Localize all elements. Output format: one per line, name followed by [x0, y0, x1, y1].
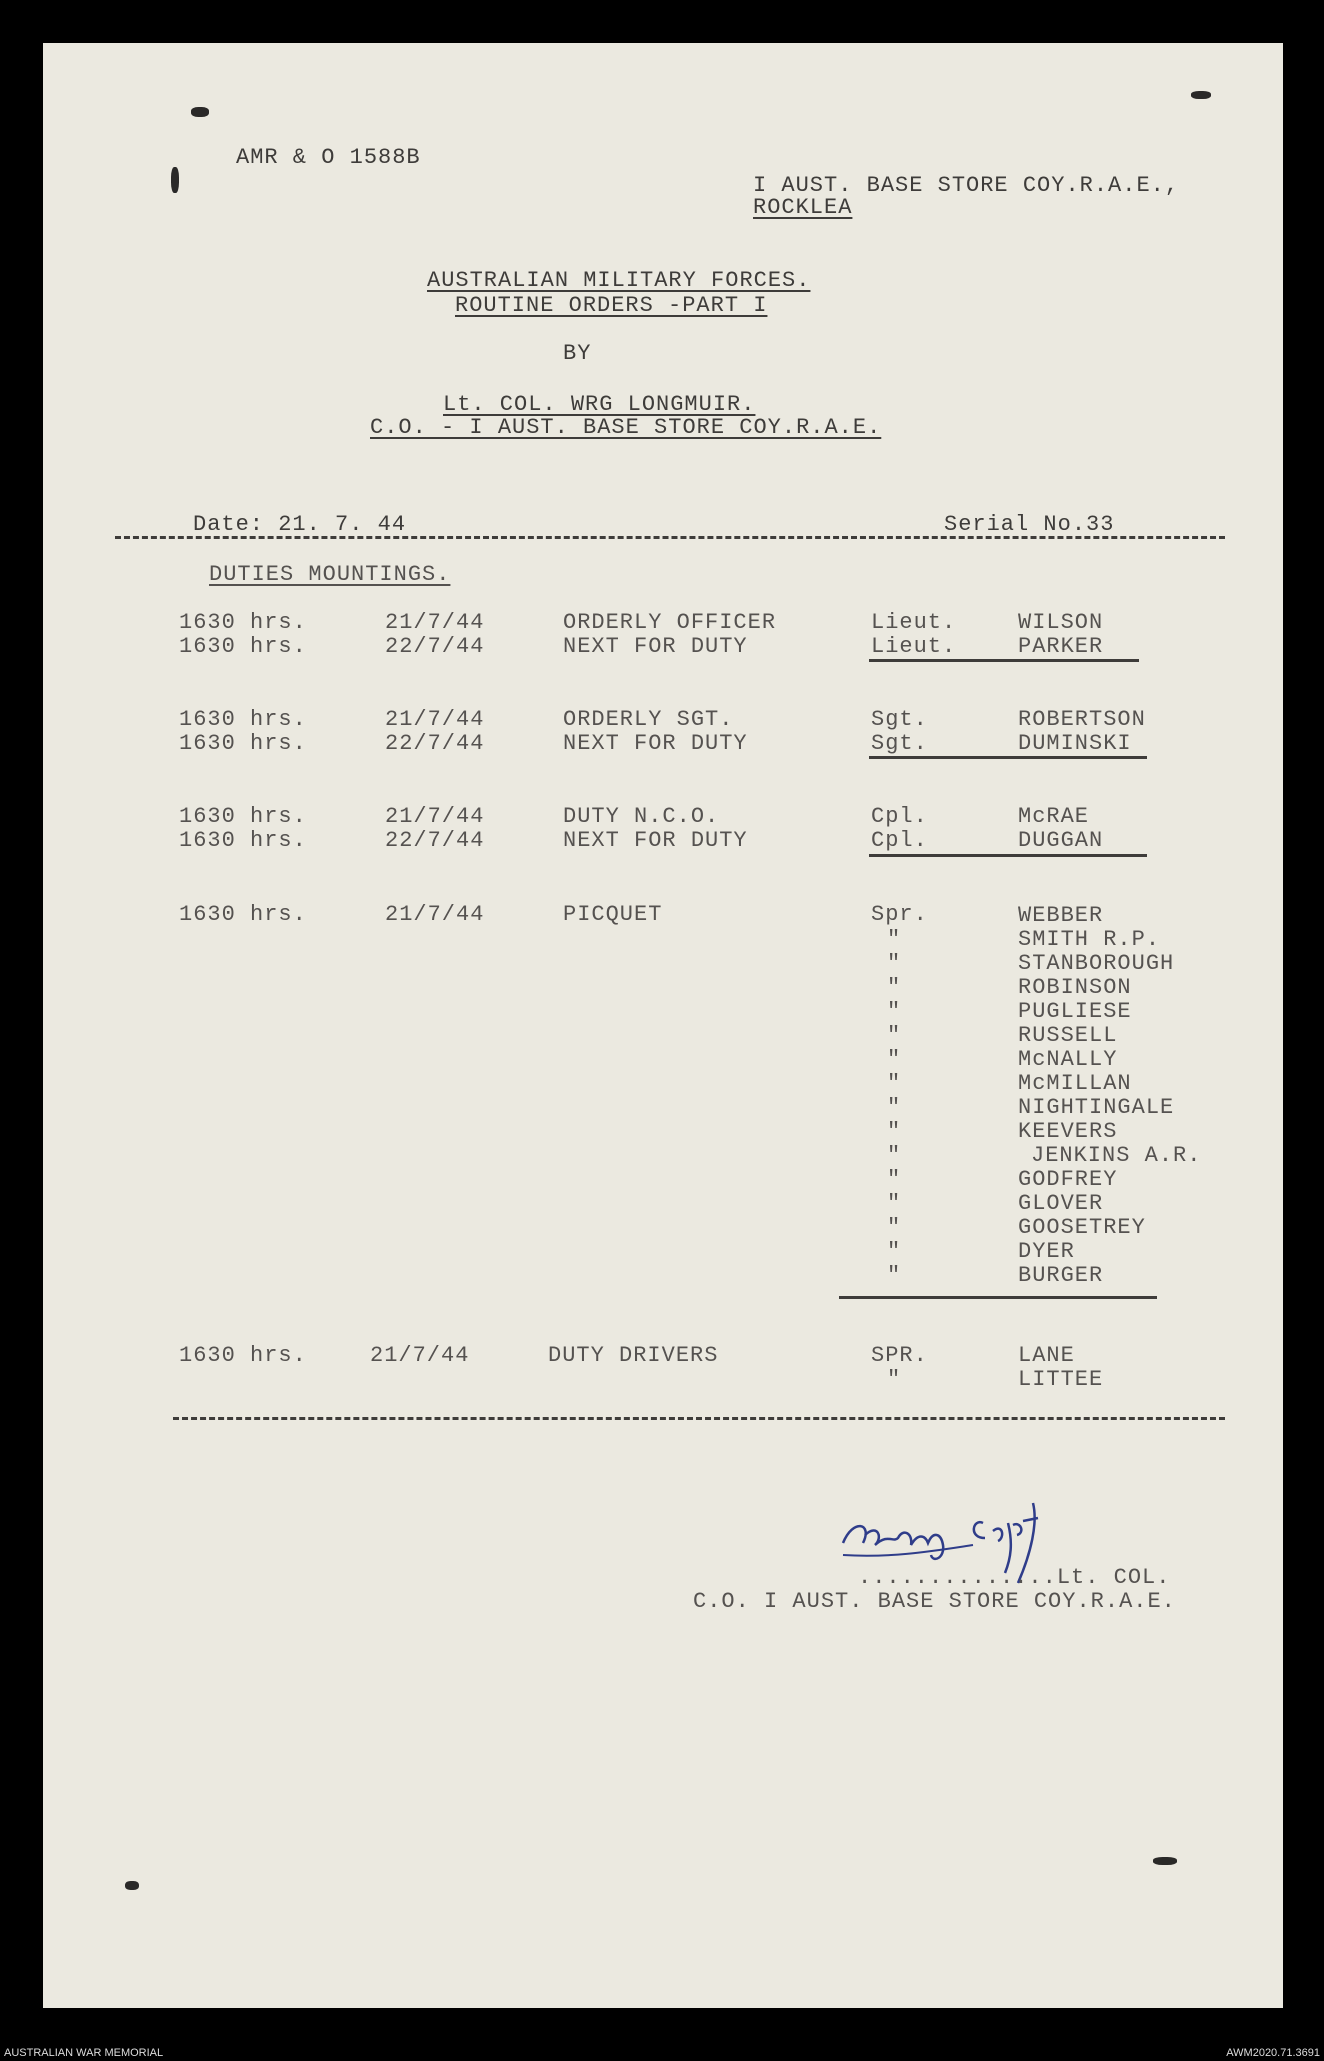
signature-title: C.O. I AUST. BASE STORE COY.R.A.E.: [693, 1589, 1176, 1614]
ditto-mark: ": [887, 1119, 902, 1144]
picquet-rank: Spr.: [871, 902, 928, 927]
duty-time: 1630 hrs.: [179, 707, 307, 732]
ditto-mark: ": [887, 1263, 902, 1288]
footer-left: AUSTRALIAN WAR MEMORIAL: [4, 2047, 164, 2059]
picquet-duty: PICQUET: [563, 902, 663, 927]
ditto-mark: ": [887, 1143, 902, 1168]
duty-rank: Cpl.: [871, 828, 928, 853]
section-heading: DUTIES MOUNTINGS.: [209, 562, 451, 587]
duty-time: 1630 hrs.: [179, 634, 307, 659]
by-label: BY: [563, 341, 592, 366]
document-sheet: [43, 43, 1283, 2008]
group-underline: [869, 854, 1147, 857]
picquet-member: BURGER: [1018, 1263, 1104, 1288]
picquet-member: KEEVERS: [1018, 1119, 1118, 1144]
ditto-mark: ": [887, 1095, 902, 1120]
driver-name: LANE: [1018, 1343, 1075, 1368]
duty-person: PARKER: [1018, 634, 1104, 659]
punch-mark: [191, 107, 209, 117]
picquet-member: NIGHTINGALE: [1018, 1095, 1175, 1120]
picquet-member: GODFREY: [1018, 1167, 1118, 1192]
serial-row: [944, 513, 1114, 537]
duty-rank: Sgt.: [871, 731, 928, 756]
ditto-mark: ": [887, 951, 902, 976]
picquet-member: WEBBER: [1018, 903, 1104, 928]
serial-label: Serial No.: [944, 512, 1087, 537]
picquet-time: 1630 hrs.: [179, 902, 307, 927]
duty-date: 22/7/44: [385, 634, 485, 659]
ditto-mark: ": [887, 1367, 902, 1392]
duty-person: WILSON: [1018, 610, 1104, 635]
duty-rank: Sgt.: [871, 707, 928, 732]
drivers-duty: DUTY DRIVERS: [548, 1343, 719, 1368]
duty-time: 1630 hrs.: [179, 804, 307, 829]
picquet-member: GLOVER: [1018, 1191, 1104, 1216]
duty-time: 1630 hrs.: [179, 731, 307, 756]
date-row: [193, 513, 406, 537]
duty-date: 22/7/44: [385, 828, 485, 853]
group-underline: [869, 756, 1147, 759]
date-rule: [115, 536, 1225, 539]
ditto-mark: ": [887, 1071, 902, 1096]
duty-date: 21/7/44: [385, 610, 485, 635]
signature-text: RAYoung Capt: [833, 1628, 841, 1629]
picquet-date: 21/7/44: [385, 902, 485, 927]
ditto-mark: ": [887, 999, 902, 1024]
duty-time: 1630 hrs.: [179, 610, 307, 635]
picquet-member: SMITH R.P.: [1018, 927, 1161, 952]
drivers-date: 21/7/44: [370, 1343, 470, 1368]
duty-name: ORDERLY SGT.: [563, 707, 734, 732]
doc-subtitle: ROUTINE ORDERS -PART I: [455, 293, 768, 318]
duty-rank: Cpl.: [871, 804, 928, 829]
serial-value: 33: [1086, 512, 1115, 537]
duty-name: NEXT FOR DUTY: [563, 731, 748, 756]
duty-name: NEXT FOR DUTY: [563, 634, 748, 659]
duty-person: DUGGAN: [1018, 828, 1104, 853]
file-reference: AMR & O 1588B: [236, 145, 421, 170]
end-rule: [173, 1417, 1225, 1420]
ditto-mark: ": [887, 1167, 902, 1192]
commander-title: C.O. - I AUST. BASE STORE COY.R.A.E.: [370, 415, 882, 440]
picquet-member: JENKINS A.R.: [1031, 1143, 1202, 1168]
picquet-member: DYER: [1018, 1239, 1075, 1264]
unit-line-1: I AUST. BASE STORE COY.R.A.E.,: [753, 173, 1180, 198]
commander-name: Lt. COL. WRG LONGMUIR.: [443, 392, 756, 417]
picquet-member: STANBOROUGH: [1018, 951, 1175, 976]
staple-mark: [125, 1881, 139, 1890]
punch-mark: [1191, 91, 1211, 99]
picquet-member: ROBINSON: [1018, 975, 1132, 1000]
staple-mark: [171, 167, 179, 193]
footer-right: AWM2020.71.3691: [1226, 2047, 1320, 2059]
duty-time: 1630 hrs.: [179, 828, 307, 853]
duty-person: DUMINSKI: [1018, 731, 1132, 756]
date-value: 21. 7. 44: [278, 512, 407, 537]
ditto-mark: ": [887, 1047, 902, 1072]
drivers-time: 1630 hrs.: [179, 1343, 307, 1368]
duty-rank: Lieut.: [871, 610, 957, 635]
picquet-underline: [839, 1296, 1157, 1299]
ditto-mark: ": [887, 1023, 902, 1048]
driver-name: LITTEE: [1018, 1367, 1104, 1392]
ditto-mark: ": [887, 1191, 902, 1216]
duty-date: 22/7/44: [385, 731, 485, 756]
picquet-member: PUGLIESE: [1018, 999, 1132, 1024]
drivers-rank: SPR.: [871, 1343, 928, 1368]
duty-name: NEXT FOR DUTY: [563, 828, 748, 853]
staple-mark: [1153, 1857, 1177, 1865]
doc-title: AUSTRALIAN MILITARY FORCES.: [427, 268, 811, 293]
group-underline: [869, 659, 1139, 662]
picquet-member: McMILLAN: [1018, 1071, 1132, 1096]
duty-date: 21/7/44: [385, 707, 485, 732]
date-label: Date:: [193, 512, 265, 537]
duty-name: DUTY N.C.O.: [563, 804, 720, 829]
picquet-member: RUSSELL: [1018, 1023, 1118, 1048]
duty-date: 21/7/44: [385, 804, 485, 829]
ditto-mark: ": [887, 1215, 902, 1240]
unit-line-2: ROCKLEA: [753, 195, 853, 220]
signature-dots: ..............Lt. COL.: [858, 1565, 1171, 1590]
picquet-member: GOOSETREY: [1018, 1215, 1146, 1240]
duty-rank: Lieut.: [871, 634, 957, 659]
picquet-member: McNALLY: [1018, 1047, 1118, 1072]
duty-person: McRAE: [1018, 804, 1090, 829]
ditto-mark: ": [887, 975, 902, 1000]
ditto-mark: ": [887, 1239, 902, 1264]
duty-person: ROBERTSON: [1018, 707, 1146, 732]
duty-name: ORDERLY OFFICER: [563, 610, 777, 635]
ditto-mark: ": [887, 927, 902, 952]
